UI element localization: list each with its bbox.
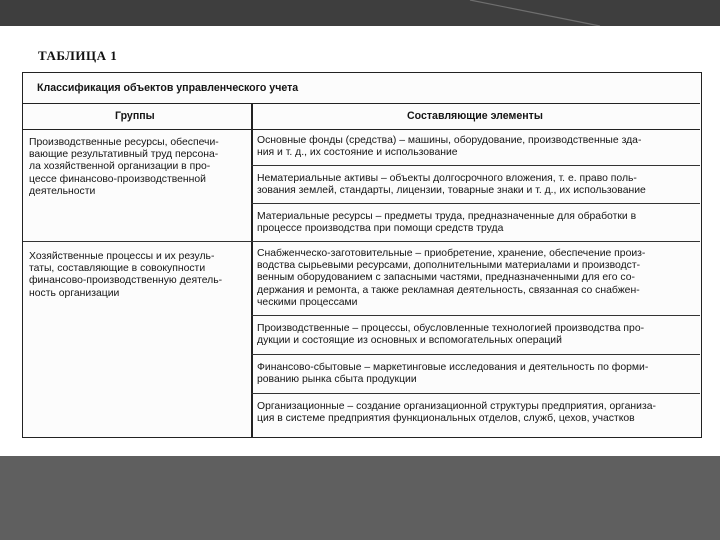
slide-footer-band	[0, 456, 720, 540]
classification-table	[22, 72, 702, 438]
table-header-row	[23, 103, 700, 130]
text-line: деятельности	[29, 185, 96, 197]
text-line: вающие результативный труд персона-	[29, 149, 219, 161]
text-line: Финансово-сбытовые – маркетинговые исследования и деятельность по форми-	[257, 362, 649, 373]
text-line: ция в системе предприятия функциональных отделов, служб, цехов, участков	[257, 413, 635, 425]
text-line: процессе производства при помощи средств труда	[257, 223, 504, 235]
text-line: ла хозяйственной организации в про-	[29, 161, 211, 173]
table-label: ТАБЛИЦА 1	[38, 48, 118, 63]
text-line: таты, составляющие в совокупности	[29, 263, 206, 275]
text-line: ния и т. д., их состояние и использование	[257, 147, 458, 159]
element-procurement	[257, 248, 697, 309]
element-finance-sales	[257, 362, 697, 386]
column-divider	[251, 103, 253, 437]
element-material-resources	[257, 211, 697, 235]
text-line: Снабженческо-заготовительные – приобретение, хранение, обеспечение произ-	[257, 248, 646, 259]
row-divider	[251, 203, 700, 204]
text-line: Основные фонды (средства) – машины, оборудование, производственные зда-	[257, 135, 642, 146]
text-line: дукции и состоящие из основных и вспомогательных операций	[257, 335, 562, 347]
element-fixed-assets	[257, 135, 697, 159]
row-divider	[251, 315, 700, 316]
text-line: Материальные ресурсы – предметы труда, предназначенные для обработки в	[257, 211, 637, 222]
header-elements: Составляющие элементы	[407, 110, 543, 122]
table-caption-row	[23, 73, 700, 104]
row-divider	[251, 354, 700, 355]
text-line: держания и ремонта, а также рекламная деятельность, связанная со снабжен-	[257, 284, 640, 296]
text-line: Хозяйственные процессы и их резуль-	[29, 251, 215, 262]
text-line: цессе финансово-производственной	[29, 173, 206, 185]
header-groups: Группы	[115, 110, 155, 122]
text-line: Организационные – создание организационной структуры предприятия, организа-	[257, 401, 656, 412]
text-line: венным оборудованием с запасными частями, предназначенными для его со-	[257, 272, 635, 284]
text-line: зования землей, стандарты, лицензии, товарные знаки и т. д., их использование	[257, 185, 646, 197]
text-line: Производственные ресурсы, обеспечи-	[29, 137, 219, 148]
table-caption: Классификация объектов управленческого учета	[37, 82, 299, 94]
text-line: ческими процессами	[257, 296, 358, 308]
text-line: водства сырьевыми ресурсами, дополнительными материалами и производст-	[257, 260, 641, 272]
text-line: рованию рынка сбыта продукции	[257, 374, 417, 386]
row-divider	[251, 393, 700, 394]
element-organizational	[257, 401, 697, 425]
text-line: Производственные – процессы, обусловленные технологией производства про-	[257, 323, 645, 334]
element-production	[257, 323, 697, 347]
group-production-resources	[29, 137, 245, 198]
text-line: финансово-производственную деятель-	[29, 275, 223, 287]
row-divider	[251, 165, 700, 166]
text-line: Нематериальные активы – объекты долгосрочного вложения, т. е. право поль-	[257, 173, 637, 184]
text-line: ность организации	[29, 287, 120, 299]
group-divider	[23, 241, 700, 242]
group-business-processes	[29, 251, 245, 300]
element-intangible-assets	[257, 173, 697, 197]
